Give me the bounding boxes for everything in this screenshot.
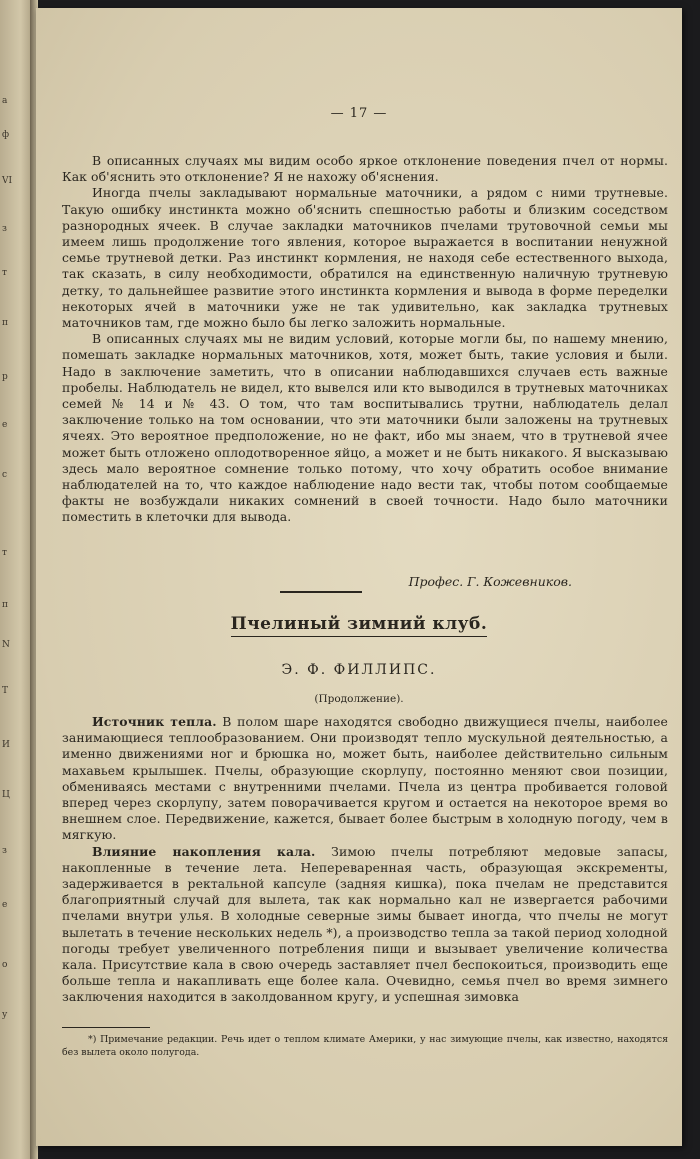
section-title xyxy=(36,614,682,634)
paragraph: В описанных случаях мы видим особо яркое отклонение поведения пчел от нормы. Как об'яснить это отклонение? Я не нахожу об'яснения. xyxy=(62,153,668,185)
page-number: — 17 — xyxy=(330,106,388,121)
article-body-top xyxy=(62,153,668,526)
book-page xyxy=(36,8,682,1146)
continuation-note: (Продолжение). xyxy=(314,693,404,705)
footnote-divider xyxy=(62,1027,150,1028)
paragraph-text: В полом шаре находятся свободно движущиеся пчелы, наиболее занимающиеся теплообразованием. Они производят тепло мускульной деятельностью, а именно движениями ног и брюшка но, может быть, наиболее действительно сильным махавьем крылышек. Пчелы, образующие скорлупу, постоянно меняют свои позиции, обмениваясь местами с внутренними пчелами. Пчела из центра пробивается головой вперед через скорлупу, затем поворачивается кругом и остается на некоторое время во внешнем слое. Передвижение, кажется, бывает более быстрым в холодную погоду, чем в мягкую. xyxy=(62,714,668,843)
article-author: Э. Ф. ФИЛЛИПС. xyxy=(281,662,437,678)
author-signature: Профес. Г. Кожевников. xyxy=(408,574,572,589)
paragraph-heading: Влияние накопления кала. xyxy=(92,843,316,859)
article-body-bottom xyxy=(62,714,668,1006)
footnote xyxy=(62,1033,668,1059)
paragraph: В описанных случаях мы не видим условий, которые могли бы, по нашему мнению, помешать закладке нормальных маточников, хотя, может быть, такие условия и были. Надо в заключение заметить, что в описании наблюдавшихся случаев есть важные пробелы. Наблюдатель не видел, кто вывелся или кто выводился в трутневых маточниках семей № 14 и № 43. О том, что там воспитывались трутни, наблюдатель делал заключение только на том основании, что эти маточники были заложены на трутневых ячеях. Это вероятное предположение, но не факт, ибо мы знаем, что в трутневой ячее может быть отложено оплодотворенное яйцо, а может и не быть никакого. Я высказываю здесь мало вероятное сомнение только потому, что хочу обратить особое внимание наблюдателей на то, что каждое наблюдение надо вести так, чтобы потом сообщаемые факты не возбуждали никаких сомнений в своей точности. Надо было маточники поместить в клеточки для вывода. xyxy=(62,331,668,525)
paragraph-heading: Источник тепла. xyxy=(92,714,217,729)
footnote-text: *) Примечание редакции. Речь идет о теплом климате Америки, у нас зимующие пчелы, как известно, находятся без вылета около полугода. xyxy=(62,1034,668,1058)
paragraph xyxy=(62,844,668,1006)
facing-page-edge: а ф VI з т п р е с т п N Т И Ц з е о у xyxy=(0,0,34,1159)
section-title-text: Пчелиный зимний клуб. xyxy=(231,614,488,637)
paragraph xyxy=(62,714,668,844)
paragraph-text: Зимою пчелы потребляют медовые запасы, накопленные в течение лета. Непереваренная часть, образующая экскременты, задерживается в ректальной капсуле (задняя кишка), пока пчелам не представится благоприятный случай для вылета, так как нормально кал не извергается рабочими пчелами внутри улья. В холодные северные зимы бывает иногда, что пчелы не могут вылетать в течение нескольких недель *), а производство тепла за такой период холодной погоды требует увеличенного потребления пищи и вызывает увеличение количества кала. Присутствие кала в свою очередь заставляет пчел беспокоиться, производить еще больше тепла и накапливать еще более кала. Очевидно, семья пчел во время зимнего заключения находится в заколдованном кругу, и успешная зимовка xyxy=(62,843,668,1005)
paragraph: Иногда пчелы закладывают нормальные маточники, а рядом с ними трутневые. Такую ошибку инстинкта можно об'яснить спешностью работы и близким соседством разнородных ячеек. В случае закладки маточников пчелами трутовочной семьи мы имеем лишь продолжение того явления, которое выражается в воспитании ненужной семье трутневой детки. Раз инстинкт кормления, не находя себе естественного выхода, так сказать, в силу необходимости, обратился на единственную наличную трутневую детку, то дальнейшее развитие этого инстинкта кормления и вывода в форме переделки некоторых ячей в маточники уже не так удивительно, как закладка трутневых маточников там, где можно было бы легко заложить нормальные. xyxy=(62,185,668,331)
section-divider xyxy=(280,591,362,593)
